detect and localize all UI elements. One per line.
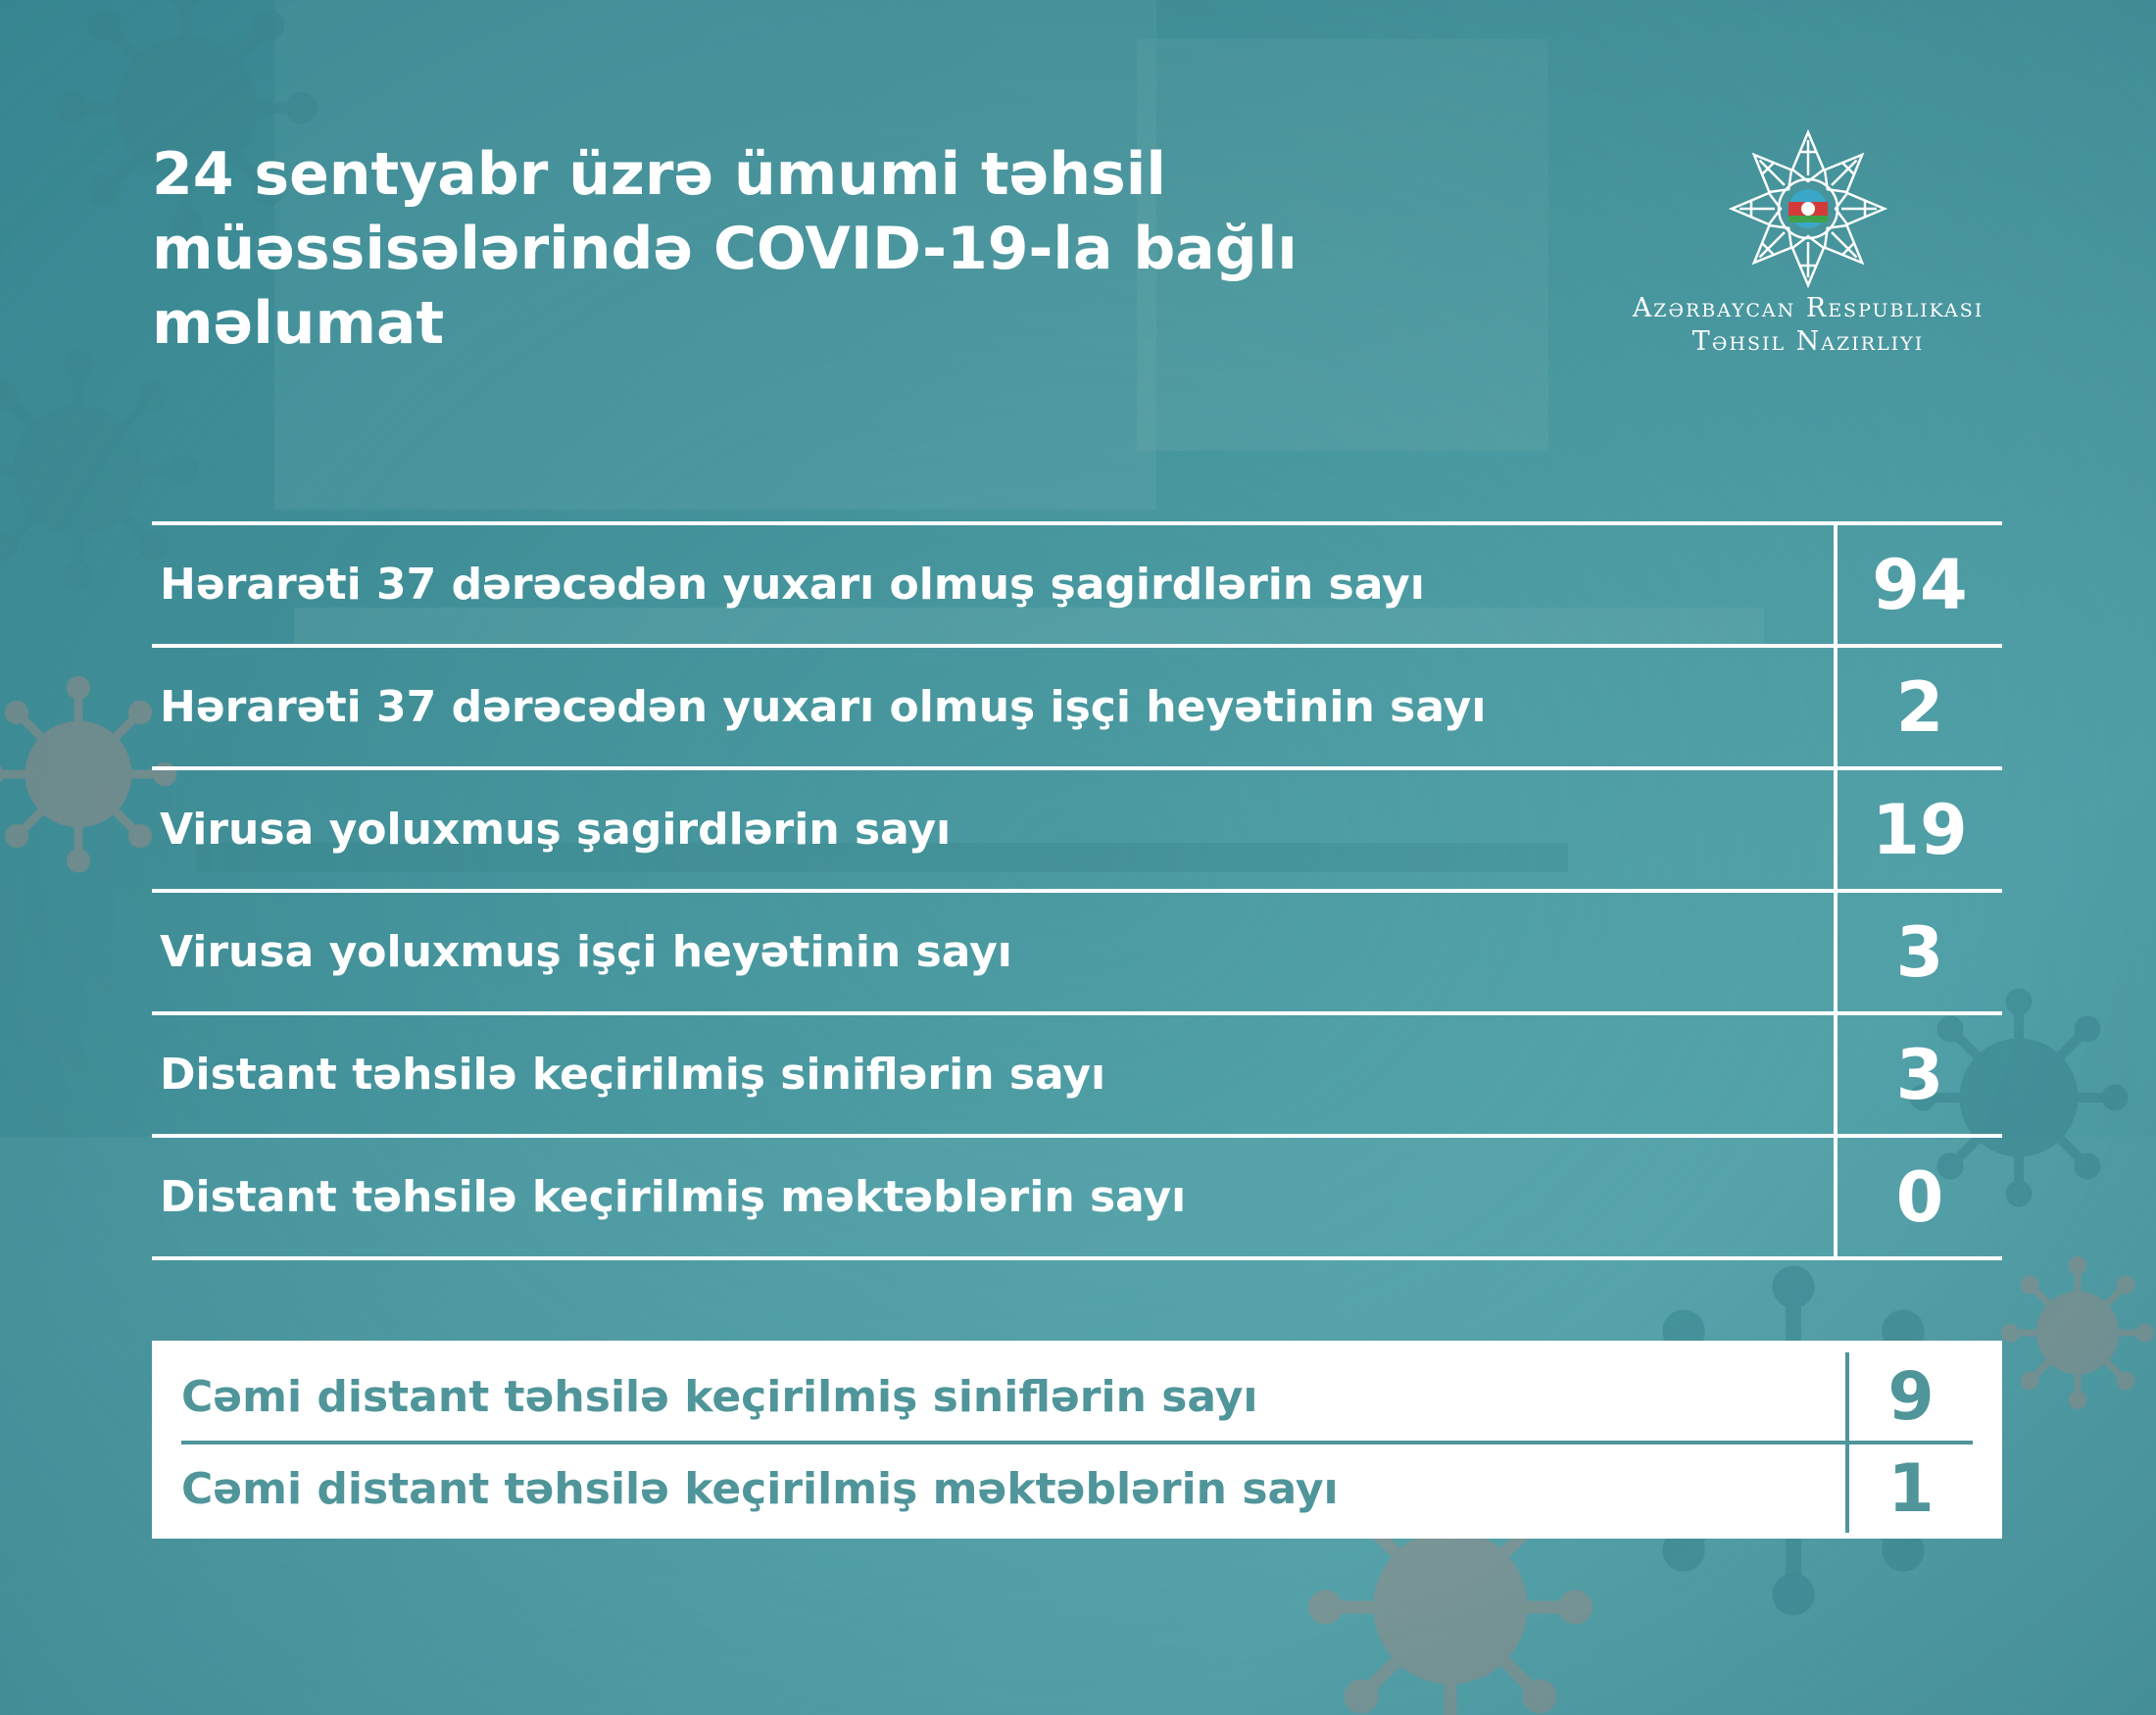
row-value: 19 — [1834, 770, 2002, 889]
row-label: Virusa yoluxmuş şagirdlərin sayı — [160, 805, 952, 855]
totals-label: Cəmi distant təhsilə keçirilmiş siniflərin sayı — [181, 1371, 1258, 1422]
logo-line-ministry: Təhsil Nazirliyi — [1691, 326, 1925, 357]
row-label: Hərarəti 37 dərəcədən yuxarı olmuş şagirdlərin sayı — [160, 560, 1425, 610]
table-row — [152, 889, 2002, 1011]
title-line: məlumat — [152, 289, 445, 358]
ministry-logo — [1588, 125, 2029, 359]
totals-row — [181, 1445, 1973, 1533]
row-value: 3 — [1834, 1015, 2002, 1134]
title-line: 24 sentyabr üzrə ümumi təhsil — [152, 140, 1166, 209]
totals-label: Cəmi distant təhsilə keçirilmiş məktəblərin sayı — [181, 1463, 1339, 1514]
page-title — [152, 137, 1475, 361]
totals-row — [181, 1352, 1973, 1445]
table-row — [152, 766, 2002, 889]
table-row — [152, 1134, 2002, 1260]
row-label: Distant təhsilə keçirilmiş məktəblərin sayı — [160, 1172, 1187, 1222]
row-label: Virusa yoluxmuş işçi heyətinin sayı — [160, 927, 1012, 977]
totals-value: 1 — [1845, 1445, 1973, 1533]
totals-box — [152, 1341, 2002, 1539]
row-label: Distant təhsilə keçirilmiş siniflərin sayı — [160, 1050, 1106, 1100]
row-value: 94 — [1834, 525, 2002, 644]
table-row — [152, 1011, 2002, 1134]
table-row — [152, 521, 2002, 644]
stats-table — [152, 521, 2002, 1260]
totals-value: 9 — [1845, 1352, 1973, 1441]
table-row — [152, 644, 2002, 766]
title-line: müəssisələrində COVID-19-la bağlı — [152, 215, 1298, 283]
ministry-emblem-icon — [1725, 125, 1891, 292]
logo-line-country: Azərbaycan Respublikası — [1632, 293, 1984, 323]
row-value: 2 — [1834, 648, 2002, 766]
row-label: Hərarəti 37 dərəcədən yuxarı olmuş işçi heyətinin sayı — [160, 682, 1487, 732]
row-value: 3 — [1834, 893, 2002, 1011]
row-value: 0 — [1834, 1138, 2002, 1256]
